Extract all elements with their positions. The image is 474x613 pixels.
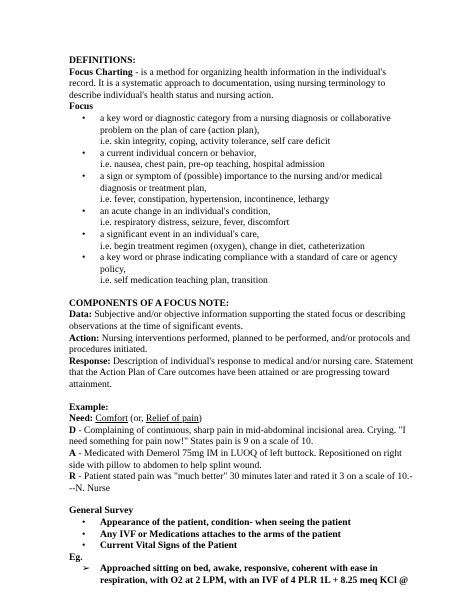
eg-label: Eg. (69, 551, 83, 563)
response-text: Description of individual's response to medical and/or nursing care. Statement that the Action Plan of Care outcomes have been attained or are progressing toward attainment. (69, 355, 414, 391)
eg-item (69, 563, 414, 586)
focus-charting-term: Focus Charting (69, 66, 133, 78)
r-line (69, 471, 414, 494)
data-text: Subjective and/or objective information supporting the stated focus or describing observations at the time of significant events. (69, 309, 406, 333)
d-label: D (69, 424, 76, 436)
focus-item-example: i.e. begin treatment regimen (oxygen), change in diet, catheterization (100, 240, 365, 252)
focus-item-text: a sign or symptom of (possible) importance to the nursing and/or medical diagnosis or treatment plan, (100, 170, 383, 194)
bullet-icon: • (82, 205, 86, 217)
d-text: - Complaining of continuous, sharp pain in mid-abdominal incisional area. Crying. "I need something for pain now!" States pain is 9 on a scale of 10. (69, 424, 406, 448)
d-line (69, 425, 414, 448)
bullet-icon: • (82, 228, 86, 240)
need-close: ) (198, 413, 202, 425)
comfort-text: Comfort (95, 413, 128, 425)
survey-item-text: Appearance of the patient, condition- when seeing the patient (100, 516, 351, 528)
bullet-icon: • (82, 516, 86, 528)
a-text: - Medicated with Demerol 75mg IM in LUOQ of left buttock. Repositioned on right side with pillow to abdomen to help splint wound. (69, 448, 402, 471)
data-component (69, 309, 414, 332)
spacer (69, 494, 414, 505)
focus-item (69, 171, 414, 206)
focus-item-example: i.e. fever, constipation, hypertension, incontinence, lethargy (100, 194, 330, 206)
r-text: - Patient stated pain was "much better" 30 minutes later and rated it 3 on a scale of 10.---N. Nurse (69, 471, 413, 494)
focus-item (69, 229, 414, 252)
a-line (69, 448, 414, 471)
focus-item (69, 206, 414, 229)
survey-item-text: Any IVF or Medications attaches to the arms of the patient (100, 528, 341, 540)
focus-item-example: i.e. self medication teaching plan, transition (100, 275, 268, 287)
bullet-icon: • (82, 252, 86, 264)
a-label: A (69, 448, 76, 459)
survey-item (69, 529, 414, 541)
focus-heading: Focus (69, 101, 93, 113)
action-label: Action: (69, 332, 100, 344)
focus-item-text: a key word or diagnostic category from a nursing diagnosis or collaborative problem on the plan of care (action plan), (100, 112, 391, 136)
focus-item-text: an acute change in an individual's condition, (100, 205, 271, 217)
action-component (69, 333, 414, 356)
focus-item-example: i.e. nausea, chest pain, pre-op teaching, hospital admission (100, 159, 325, 171)
general-survey-heading: General Survey (69, 505, 134, 517)
bullet-icon: • (82, 540, 86, 552)
focus-item-text: a current individual concern or behavior, (100, 147, 257, 159)
focus-item (69, 252, 414, 287)
focus-item (69, 148, 414, 171)
need-label: Need: (69, 413, 93, 425)
need-line (69, 413, 414, 425)
spacer (69, 287, 414, 298)
focus-charting-text: - is a method for organizing health information in the individual's record. It is a systematic approach to documentation, using nursing terminology to describe individual's health status and nursing action. (69, 66, 387, 101)
definitions-heading: DEFINITIONS: (69, 55, 136, 66)
example-heading: Example: (69, 401, 109, 413)
action-text: Nursing interventions performed, planned to be performed, and/or protocols and procedures initiated. (69, 332, 411, 356)
focus-item (69, 113, 414, 148)
focus-item-example: i.e. respiratory distress, seizure, fever, discomfort (100, 217, 290, 229)
need-or-text: (or, (127, 413, 146, 425)
relief-text: Relief of pain (145, 413, 199, 425)
eg-item-text: Approached sitting on bed, awake, responsive, coherent with ease in respiration, with O2 at 2 LPM, with an IVF of 4 PLR 1L + 8.25 meq KCl @ (100, 563, 409, 586)
response-component (69, 356, 414, 391)
bullet-icon: • (82, 112, 86, 124)
survey-list (69, 517, 414, 552)
survey-item (69, 540, 414, 552)
components-heading: COMPONENTS OF A FOCUS NOTE: (69, 297, 230, 309)
bullet-icon: • (82, 528, 86, 540)
data-label: Data: (69, 309, 92, 321)
spacer (69, 391, 414, 402)
survey-item-text: Current Vital Signs of the Patient (100, 540, 238, 552)
focus-item-example: i.e. skin integrity, coping, activity tolerance, self care deficit (100, 136, 331, 148)
arrow-bullet-icon: ➢ (82, 563, 91, 575)
focus-item-text: a significant event in an individual's care, (100, 228, 260, 240)
survey-item (69, 517, 414, 529)
response-label: Response: (69, 355, 111, 367)
focus-charting-definition (69, 67, 414, 102)
bullet-icon: • (82, 170, 86, 182)
bullet-icon: • (82, 147, 86, 159)
focus-item-text: a key word or phrase indicating compliance with a standard of care or agency policy, (100, 252, 398, 275)
document-content (69, 55, 414, 587)
r-label: R (69, 471, 76, 483)
focus-list (69, 113, 414, 287)
